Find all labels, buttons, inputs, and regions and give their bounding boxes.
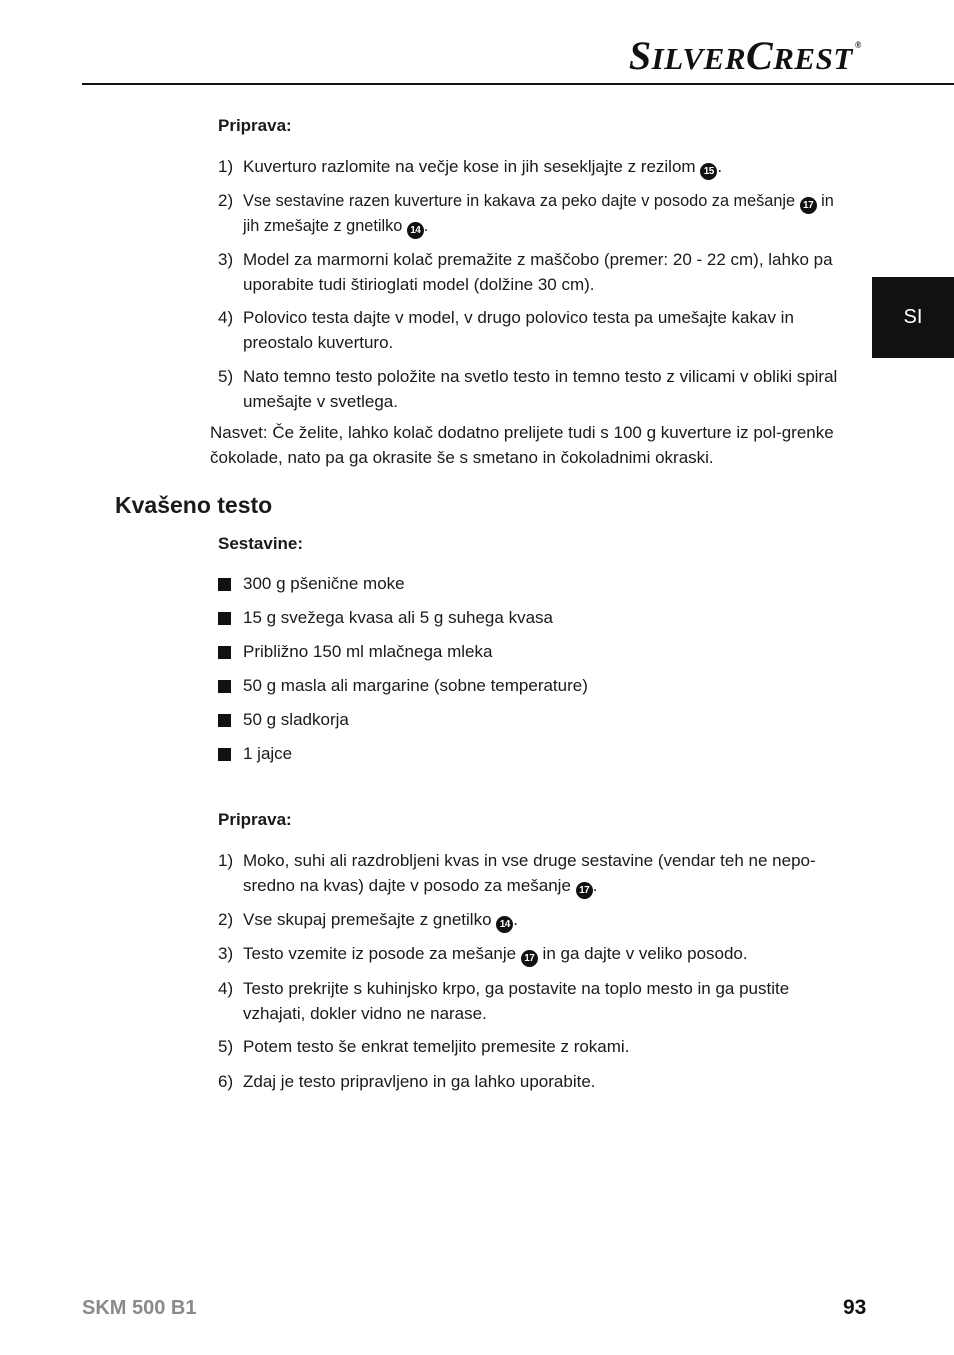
ingredient-item [218,742,292,766]
step-text: Model za marmorni kolač premažite z maščobo (premer: 20 - 22 cm), lahko pa uporabite tudi štirioglati model (dolžine 30 cm). [243,250,833,294]
part-number-icon: 14 [496,916,513,933]
step-item [218,849,843,899]
registered-mark: ® [854,40,862,50]
step-number: 4) [218,308,234,327]
section-label: Priprava: [218,810,292,829]
tip-note: Nasvet: Če želite, lahko kolač dodatno prelijete tudi s 100 g kuverture iz pol-grenke čokolade, nato pa ga okrasite še s smetano in čokoladnimi okraski. [210,423,834,467]
step-item [218,1070,843,1095]
step-text: Nato temno testo položite na svetlo testo in temno testo z vilicami v obliki spiral umešajte v svetlega. [243,367,838,411]
step-text: Vse skupaj premešajte z gnetilko 14 . [243,908,843,933]
part-number-icon: 17 [521,950,538,967]
ingredient-text: 300 g pšenične moke [243,574,405,593]
part-number-icon: 17 [576,882,593,899]
header-rule [82,83,954,85]
ingredient-item [218,606,553,630]
step-item [218,365,843,414]
bullet-square-icon [218,612,231,625]
ingredient-text: 1 jajce [243,744,293,763]
step-text: Testo prekrijte s kuhinjsko krpo, ga postavite na toplo mesto in ga pustite vzhajati, dokler vidno ne narase. [243,979,790,1023]
ingredient-text: 50 g sladkorja [243,710,349,729]
ingredient-item [218,572,405,596]
step-item [218,248,843,297]
step-number: 4) [218,979,234,998]
step-item [218,1035,843,1060]
logo-letter: C [746,33,774,78]
step-item [218,977,843,1026]
bullet-square-icon [218,680,231,693]
footer-model: SKM 500 B1 [82,1297,197,1319]
step-text: Vse sestavine razen kuverture in kakava za peko dajte v posodo za mešanje 17 in jih zmešajte z gnetilko 14 . [243,189,843,239]
step-text: Testo vzemite iz posode za mešanje 17 in ga dajte v veliko posodo. [243,942,843,967]
bullet-square-icon [218,578,231,591]
ingredient-text: 50 g masla ali margarine (sobne temperature) [243,676,588,695]
step-text: Moko, suhi ali razdrobljeni kvas in vse druge sestavine (vendar teh ne nepo-sredno na kvas) dajte v posodo za mešanje 17 . [243,849,843,899]
step-text: Polovico testa dajte v model, v drugo polovico testa pa umešajte kakav in preostalo kuverturo. [243,308,794,352]
step-item [218,942,843,967]
ingredient-text: Približno 150 ml mlačnega mleka [243,642,493,661]
step-text: Potem testo še enkrat temeljito premesite z rokami. [243,1037,630,1056]
section-label: Priprava: [218,116,292,135]
step-number: 1) [218,157,234,176]
page-number: 93 [843,1296,867,1319]
step-text: Zdaj je testo pripravljeno in ga lahko uporabite. [243,1072,596,1091]
bullet-square-icon [218,748,231,761]
part-number-icon: 17 [800,197,817,214]
step-item [218,306,843,355]
step-item [218,908,843,933]
ingredients-label: Sestavine: [218,534,304,553]
step-number: 6) [218,1072,234,1091]
step-number: 2) [218,910,234,929]
step-number: 3) [218,944,234,963]
step-item [218,155,843,180]
bullet-square-icon [218,646,231,659]
section-heading: Kvašeno testo [115,492,273,518]
ingredient-text: 15 g svežega kvasa ali 5 g suhega kvasa [243,608,553,627]
step-text: Kuverturo razlomite na večje kose in jih sesekljajte z rezilom 15 . [243,155,843,180]
language-tab: SI [872,277,954,358]
step-number: 1) [218,851,234,870]
ingredient-item [218,640,492,664]
step-number: 5) [218,1037,234,1056]
logo-text: ILVER [651,41,747,76]
step-number: 2) [218,191,234,210]
part-number-icon: 14 [407,222,424,239]
logo-text: REST [773,41,853,76]
brand-logo [629,32,862,79]
step-item [218,189,843,239]
step-number: 3) [218,250,234,269]
step-number: 5) [218,367,234,386]
ingredient-item [218,708,349,732]
part-number-icon: 15 [700,163,717,180]
logo-letter: S [628,33,652,78]
ingredient-item [218,674,588,698]
bullet-square-icon [218,714,231,727]
